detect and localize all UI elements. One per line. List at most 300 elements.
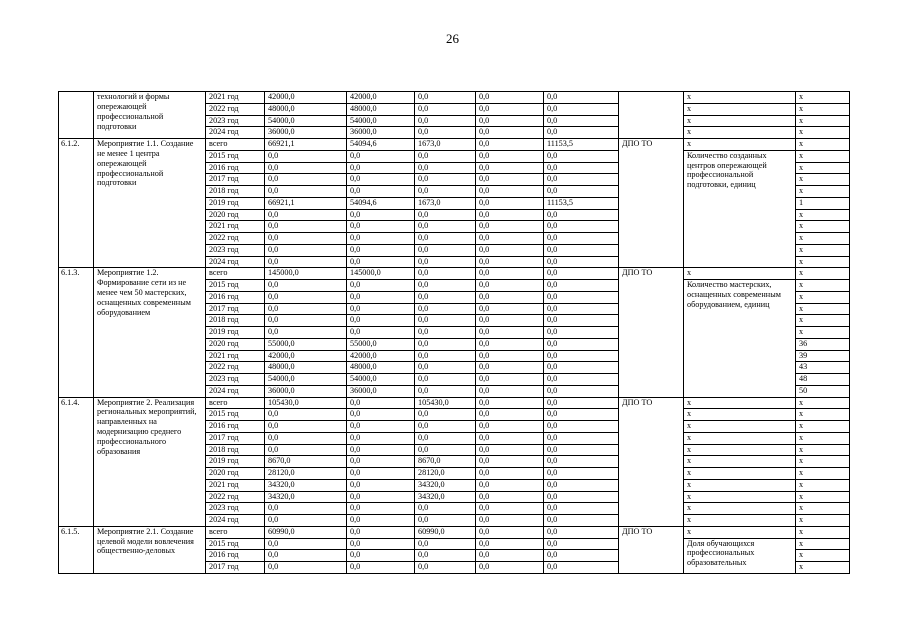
regional-cell: 0,0 — [415, 209, 476, 221]
federal-cell: 54000,0 — [347, 374, 415, 386]
federal-cell: 48000,0 — [347, 362, 415, 374]
indicator-value: х — [796, 209, 850, 221]
indicator-value: х — [796, 327, 850, 339]
other-cell: 0,0 — [544, 315, 619, 327]
federal-cell: 0,0 — [347, 409, 415, 421]
indicator-cell: х — [684, 397, 796, 409]
year-cell: всего — [206, 268, 265, 280]
year-cell: 2024 год — [206, 256, 265, 268]
federal-cell: 0,0 — [347, 397, 415, 409]
indicator-cell: х — [684, 503, 796, 515]
total-cell: 0,0 — [265, 303, 347, 315]
local-cell: 0,0 — [476, 244, 544, 256]
other-cell: 0,0 — [544, 115, 619, 127]
indicator-cell: х — [684, 127, 796, 139]
indicator-value: х — [796, 456, 850, 468]
local-cell: 0,0 — [476, 538, 544, 550]
regional-cell: 0,0 — [415, 162, 476, 174]
regional-cell: 0,0 — [415, 303, 476, 315]
local-cell: 0,0 — [476, 409, 544, 421]
year-cell: 2015 год — [206, 409, 265, 421]
indicator-cell: х — [684, 515, 796, 527]
local-cell: 0,0 — [476, 221, 544, 233]
indicator-cell: х — [684, 479, 796, 491]
indicator-value: х — [796, 280, 850, 292]
federal-cell: 0,0 — [347, 221, 415, 233]
indicator-value: х — [796, 162, 850, 174]
year-cell: 2018 год — [206, 315, 265, 327]
local-cell: 0,0 — [476, 515, 544, 527]
regional-cell: 0,0 — [415, 103, 476, 115]
indicator-value: х — [796, 491, 850, 503]
local-cell: 0,0 — [476, 526, 544, 538]
total-cell: 0,0 — [265, 409, 347, 421]
year-cell: 2019 год — [206, 197, 265, 209]
federal-cell: 0,0 — [347, 327, 415, 339]
other-cell: 0,0 — [544, 550, 619, 562]
total-cell: 0,0 — [265, 550, 347, 562]
other-cell: 0,0 — [544, 397, 619, 409]
other-cell: 0,0 — [544, 538, 619, 550]
regional-cell: 0,0 — [415, 385, 476, 397]
federal-cell: 54094,6 — [347, 139, 415, 151]
year-cell: 2019 год — [206, 456, 265, 468]
other-cell: 0,0 — [544, 456, 619, 468]
total-cell: 105430,0 — [265, 397, 347, 409]
local-cell: 0,0 — [476, 127, 544, 139]
indicator-cell: х — [684, 444, 796, 456]
other-cell: 0,0 — [544, 526, 619, 538]
regional-cell: 0,0 — [415, 374, 476, 386]
regional-cell: 0,0 — [415, 92, 476, 104]
other-cell: 0,0 — [544, 503, 619, 515]
year-cell: 2020 год — [206, 338, 265, 350]
total-cell: 0,0 — [265, 315, 347, 327]
indicator-value: х — [796, 503, 850, 515]
federal-cell: 0,0 — [347, 456, 415, 468]
indicator-value: х — [796, 468, 850, 480]
other-cell: 0,0 — [544, 268, 619, 280]
other-cell: 0,0 — [544, 350, 619, 362]
regional-cell: 0,0 — [415, 409, 476, 421]
local-cell: 0,0 — [476, 115, 544, 127]
federal-cell: 0,0 — [347, 421, 415, 433]
year-cell: 2024 год — [206, 127, 265, 139]
federal-cell: 0,0 — [347, 244, 415, 256]
indicator-value: х — [796, 432, 850, 444]
federal-cell: 0,0 — [347, 562, 415, 574]
total-cell: 48000,0 — [265, 362, 347, 374]
total-cell: 60990,0 — [265, 526, 347, 538]
year-cell: 2017 год — [206, 432, 265, 444]
year-cell: 2021 год — [206, 92, 265, 104]
federal-cell: 0,0 — [347, 444, 415, 456]
other-cell: 0,0 — [544, 468, 619, 480]
table-row — [59, 92, 850, 104]
local-cell: 0,0 — [476, 162, 544, 174]
other-cell: 11153,5 — [544, 197, 619, 209]
federal-cell: 0,0 — [347, 291, 415, 303]
total-cell: 0,0 — [265, 327, 347, 339]
local-cell: 0,0 — [476, 315, 544, 327]
total-cell: 0,0 — [265, 432, 347, 444]
local-cell: 0,0 — [476, 92, 544, 104]
local-cell: 0,0 — [476, 197, 544, 209]
regional-cell: 0,0 — [415, 362, 476, 374]
total-cell: 34320,0 — [265, 491, 347, 503]
year-cell: 2022 год — [206, 103, 265, 115]
local-cell: 0,0 — [476, 503, 544, 515]
year-cell: 2017 год — [206, 562, 265, 574]
indicator-cell: х — [684, 115, 796, 127]
local-cell: 0,0 — [476, 268, 544, 280]
regional-cell: 1673,0 — [415, 139, 476, 151]
other-cell: 0,0 — [544, 103, 619, 115]
indicator-value: х — [796, 515, 850, 527]
item-code: 6.1.4. — [59, 397, 94, 526]
year-cell: 2017 год — [206, 174, 265, 186]
regional-cell: 0,0 — [415, 444, 476, 456]
other-cell: 0,0 — [544, 338, 619, 350]
other-cell: 0,0 — [544, 221, 619, 233]
regional-cell: 105430,0 — [415, 397, 476, 409]
total-cell: 0,0 — [265, 209, 347, 221]
other-cell: 0,0 — [544, 233, 619, 245]
other-cell: 0,0 — [544, 432, 619, 444]
regional-cell: 0,0 — [415, 244, 476, 256]
total-cell: 0,0 — [265, 444, 347, 456]
federal-cell: 0,0 — [347, 186, 415, 198]
local-cell: 0,0 — [476, 209, 544, 221]
federal-cell: 0,0 — [347, 432, 415, 444]
year-cell: всего — [206, 397, 265, 409]
other-cell: 0,0 — [544, 244, 619, 256]
indicator-value: х — [796, 479, 850, 491]
regional-cell: 0,0 — [415, 315, 476, 327]
federal-cell: 54000,0 — [347, 115, 415, 127]
local-cell: 0,0 — [476, 139, 544, 151]
local-cell: 0,0 — [476, 280, 544, 292]
regional-cell: 0,0 — [415, 115, 476, 127]
year-cell: 2015 год — [206, 280, 265, 292]
total-cell: 0,0 — [265, 221, 347, 233]
local-cell: 0,0 — [476, 103, 544, 115]
indicator-cell: х — [684, 139, 796, 151]
local-cell: 0,0 — [476, 233, 544, 245]
other-cell: 0,0 — [544, 291, 619, 303]
regional-cell: 0,0 — [415, 280, 476, 292]
indicator-value: х — [796, 127, 850, 139]
local-cell: 0,0 — [476, 303, 544, 315]
indicator-value: х — [796, 221, 850, 233]
year-cell: 2018 год — [206, 186, 265, 198]
total-cell: 54000,0 — [265, 374, 347, 386]
indicator-value: х — [796, 233, 850, 245]
year-cell: 2018 год — [206, 444, 265, 456]
other-cell: 11153,5 — [544, 139, 619, 151]
indicator-value: х — [796, 421, 850, 433]
indicator-name: Количество мастерских, оснащенных современным оборудованием, единиц — [684, 280, 796, 398]
local-cell: 0,0 — [476, 562, 544, 574]
year-cell: 2017 год — [206, 303, 265, 315]
year-cell: 2022 год — [206, 491, 265, 503]
indicator-name: Доля обучающихся профессиональных образовательных — [684, 538, 796, 573]
local-cell: 0,0 — [476, 186, 544, 198]
indicator-value: х — [796, 538, 850, 550]
federal-cell: 0,0 — [347, 209, 415, 221]
indicator-value: 36 — [796, 338, 850, 350]
year-cell: 2022 год — [206, 233, 265, 245]
other-cell: 0,0 — [544, 92, 619, 104]
federal-cell: 0,0 — [347, 233, 415, 245]
regional-cell: 0,0 — [415, 338, 476, 350]
local-cell: 0,0 — [476, 350, 544, 362]
indicator-cell: х — [684, 421, 796, 433]
year-cell: 2015 год — [206, 538, 265, 550]
item-code: 6.1.3. — [59, 268, 94, 397]
total-cell: 0,0 — [265, 256, 347, 268]
other-cell: 0,0 — [544, 385, 619, 397]
regional-cell: 0,0 — [415, 327, 476, 339]
indicator-value: х — [796, 92, 850, 104]
regional-cell: 0,0 — [415, 150, 476, 162]
federal-cell: 0,0 — [347, 280, 415, 292]
indicator-value: х — [796, 303, 850, 315]
indicator-cell: х — [684, 409, 796, 421]
federal-cell: 0,0 — [347, 550, 415, 562]
regional-cell: 0,0 — [415, 421, 476, 433]
regional-cell: 8670,0 — [415, 456, 476, 468]
page-number: 26 — [446, 31, 459, 46]
local-cell: 0,0 — [476, 550, 544, 562]
local-cell: 0,0 — [476, 291, 544, 303]
indicator-value: 39 — [796, 350, 850, 362]
year-cell: 2016 год — [206, 162, 265, 174]
local-cell: 0,0 — [476, 385, 544, 397]
federal-cell: 0,0 — [347, 479, 415, 491]
program-table — [58, 91, 850, 574]
regional-cell: 34320,0 — [415, 491, 476, 503]
regional-cell: 0,0 — [415, 127, 476, 139]
regional-cell: 0,0 — [415, 550, 476, 562]
indicator-cell: х — [684, 432, 796, 444]
federal-cell: 145000,0 — [347, 268, 415, 280]
item-name: Мероприятие 2.1. Создание целевой модели вовлечения общественно-деловых — [94, 526, 206, 573]
other-cell: 0,0 — [544, 374, 619, 386]
indicator-cell: х — [684, 103, 796, 115]
local-cell: 0,0 — [476, 397, 544, 409]
item-name: Мероприятие 1.1. Создание не менее 1 центра опережающей профессиональной подготовки — [94, 139, 206, 268]
local-cell: 0,0 — [476, 256, 544, 268]
year-cell: 2016 год — [206, 421, 265, 433]
year-cell: 2020 год — [206, 468, 265, 480]
indicator-cell: х — [684, 92, 796, 104]
federal-cell: 36000,0 — [347, 127, 415, 139]
total-cell: 0,0 — [265, 562, 347, 574]
federal-cell: 42000,0 — [347, 350, 415, 362]
item-name: Мероприятие 2. Реализация региональных мероприятий, направленных на модернизацию среднего профессионального образования — [94, 397, 206, 526]
federal-cell: 0,0 — [347, 162, 415, 174]
indicator-value: х — [796, 186, 850, 198]
indicator-value: 1 — [796, 197, 850, 209]
total-cell: 42000,0 — [265, 92, 347, 104]
indicator-value: х — [796, 268, 850, 280]
year-cell: 2022 год — [206, 362, 265, 374]
table-row — [59, 397, 850, 409]
table-row — [59, 526, 850, 538]
other-cell: 0,0 — [544, 562, 619, 574]
executor-cell — [619, 92, 684, 139]
local-cell: 0,0 — [476, 479, 544, 491]
federal-cell: 0,0 — [347, 174, 415, 186]
other-cell: 0,0 — [544, 174, 619, 186]
other-cell: 0,0 — [544, 303, 619, 315]
regional-cell: 0,0 — [415, 562, 476, 574]
regional-cell: 0,0 — [415, 221, 476, 233]
year-cell: всего — [206, 526, 265, 538]
total-cell: 66921,1 — [265, 139, 347, 151]
total-cell: 0,0 — [265, 538, 347, 550]
year-cell: всего — [206, 139, 265, 151]
table-body — [59, 92, 850, 574]
indicator-cell: х — [684, 526, 796, 538]
total-cell: 0,0 — [265, 515, 347, 527]
local-cell: 0,0 — [476, 327, 544, 339]
total-cell: 0,0 — [265, 503, 347, 515]
other-cell: 0,0 — [544, 362, 619, 374]
other-cell: 0,0 — [544, 162, 619, 174]
other-cell: 0,0 — [544, 150, 619, 162]
total-cell: 66921,1 — [265, 197, 347, 209]
indicator-value: х — [796, 244, 850, 256]
federal-cell: 0,0 — [347, 315, 415, 327]
federal-cell: 0,0 — [347, 468, 415, 480]
federal-cell: 0,0 — [347, 303, 415, 315]
local-cell: 0,0 — [476, 421, 544, 433]
item-code: 6.1.2. — [59, 139, 94, 268]
regional-cell: 0,0 — [415, 186, 476, 198]
local-cell: 0,0 — [476, 374, 544, 386]
regional-cell: 0,0 — [415, 350, 476, 362]
regional-cell: 34320,0 — [415, 479, 476, 491]
other-cell: 0,0 — [544, 444, 619, 456]
indicator-cell: х — [684, 491, 796, 503]
federal-cell: 55000,0 — [347, 338, 415, 350]
other-cell: 0,0 — [544, 421, 619, 433]
indicator-value: 48 — [796, 374, 850, 386]
local-cell: 0,0 — [476, 174, 544, 186]
indicator-cell: х — [684, 456, 796, 468]
regional-cell: 1673,0 — [415, 197, 476, 209]
total-cell: 42000,0 — [265, 350, 347, 362]
local-cell: 0,0 — [476, 444, 544, 456]
item-name: технологий и формы опережающей профессиональной подготовки — [94, 92, 206, 139]
local-cell: 0,0 — [476, 338, 544, 350]
executor-cell: ДПО ТО — [619, 139, 684, 268]
total-cell: 0,0 — [265, 280, 347, 292]
total-cell: 0,0 — [265, 291, 347, 303]
total-cell: 0,0 — [265, 162, 347, 174]
indicator-value: х — [796, 174, 850, 186]
total-cell: 145000,0 — [265, 268, 347, 280]
federal-cell: 0,0 — [347, 503, 415, 515]
table-row — [59, 268, 850, 280]
indicator-cell: х — [684, 268, 796, 280]
local-cell: 0,0 — [476, 432, 544, 444]
total-cell: 54000,0 — [265, 115, 347, 127]
federal-cell: 54094,6 — [347, 197, 415, 209]
year-cell: 2016 год — [206, 291, 265, 303]
local-cell: 0,0 — [476, 456, 544, 468]
executor-cell: ДПО ТО — [619, 526, 684, 573]
other-cell: 0,0 — [544, 491, 619, 503]
indicator-value: х — [796, 115, 850, 127]
indicator-value: х — [796, 315, 850, 327]
total-cell: 28120,0 — [265, 468, 347, 480]
regional-cell: 0,0 — [415, 515, 476, 527]
year-cell: 2023 год — [206, 503, 265, 515]
local-cell: 0,0 — [476, 491, 544, 503]
federal-cell: 0,0 — [347, 256, 415, 268]
federal-cell: 0,0 — [347, 526, 415, 538]
item-code: 6.1.5. — [59, 526, 94, 573]
local-cell: 0,0 — [476, 362, 544, 374]
year-cell: 2023 год — [206, 115, 265, 127]
year-cell: 2021 год — [206, 221, 265, 233]
indicator-value: х — [796, 139, 850, 151]
federal-cell: 42000,0 — [347, 92, 415, 104]
other-cell: 0,0 — [544, 186, 619, 198]
local-cell: 0,0 — [476, 468, 544, 480]
total-cell: 0,0 — [265, 244, 347, 256]
local-cell: 0,0 — [476, 150, 544, 162]
total-cell: 55000,0 — [265, 338, 347, 350]
indicator-value: 50 — [796, 385, 850, 397]
indicator-name: Количество созданных центров опережающей профессиональной подготовки, единиц — [684, 150, 796, 268]
regional-cell: 0,0 — [415, 233, 476, 245]
indicator-value: 43 — [796, 362, 850, 374]
year-cell: 2021 год — [206, 479, 265, 491]
indicator-value: х — [796, 291, 850, 303]
indicator-value: х — [796, 256, 850, 268]
table-row — [59, 139, 850, 151]
indicator-value: х — [796, 103, 850, 115]
year-cell: 2023 год — [206, 374, 265, 386]
regional-cell: 0,0 — [415, 432, 476, 444]
total-cell: 0,0 — [265, 150, 347, 162]
federal-cell: 0,0 — [347, 150, 415, 162]
regional-cell: 28120,0 — [415, 468, 476, 480]
indicator-value: х — [796, 550, 850, 562]
item-name: Мероприятие 1.2. Формирование сети из не менее чем 50 мастерских, оснащенных современным оборудованием — [94, 268, 206, 397]
total-cell: 0,0 — [265, 174, 347, 186]
executor-cell: ДПО ТО — [619, 397, 684, 526]
item-code — [59, 92, 94, 139]
other-cell: 0,0 — [544, 479, 619, 491]
total-cell: 36000,0 — [265, 385, 347, 397]
total-cell: 0,0 — [265, 186, 347, 198]
year-cell: 2015 год — [206, 150, 265, 162]
year-cell: 2019 год — [206, 327, 265, 339]
other-cell: 0,0 — [544, 280, 619, 292]
other-cell: 0,0 — [544, 209, 619, 221]
indicator-value: х — [796, 409, 850, 421]
total-cell: 34320,0 — [265, 479, 347, 491]
year-cell: 2023 год — [206, 244, 265, 256]
executor-cell: ДПО ТО — [619, 268, 684, 397]
federal-cell: 48000,0 — [347, 103, 415, 115]
other-cell: 0,0 — [544, 409, 619, 421]
